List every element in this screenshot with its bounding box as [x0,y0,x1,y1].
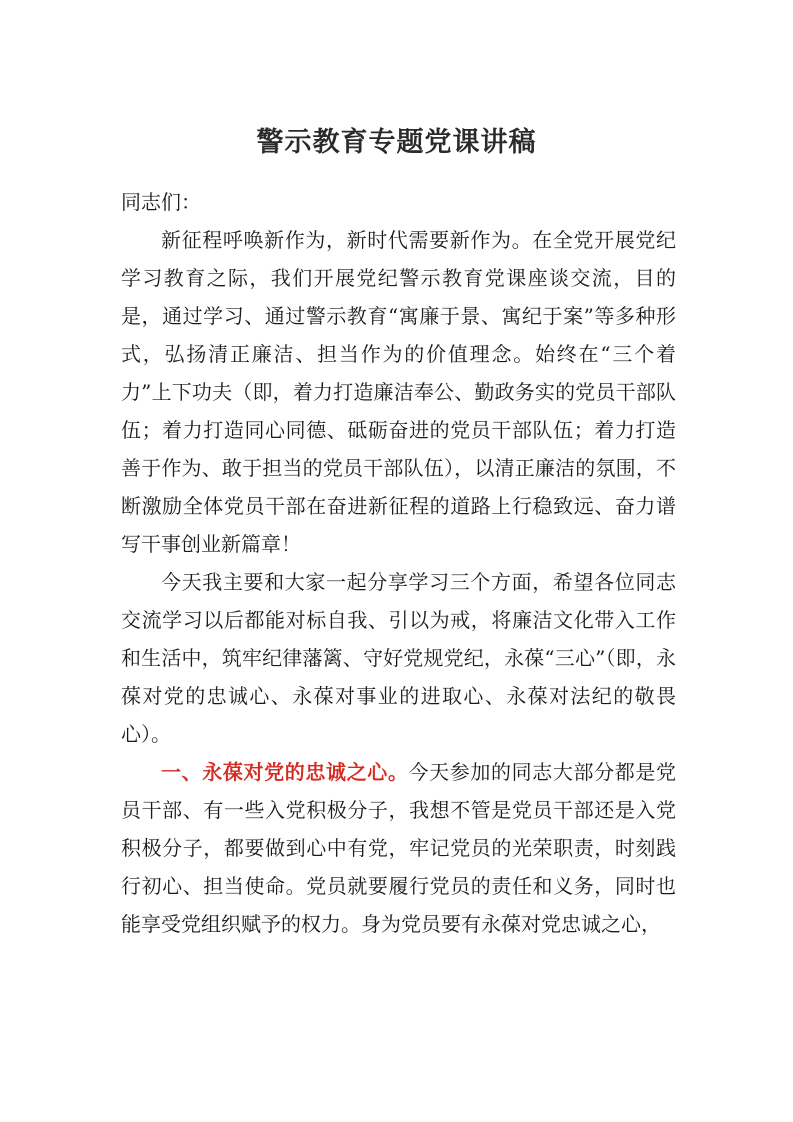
paragraph: 今天我主要和大家一起分享学习三个方面，希望各位同志交流学习以后都能对标自我、引以为戒，将廉洁文化带入工作和生活中，筑牢纪律藩篱、守好党规党纪，永葆“三心”（即，永葆对党的忠诚心、永葆对事业的进取心、永葆对法纪的敬畏心）。 [121,570,676,746]
section-paragraph [121,753,676,943]
section-text: 今天参加的同志大部分都是党员干部、有一些入党积极分子，我想不管是党员干部还是入党积极分子，都要做到心中有党，牢记党员的光荣职责，时刻践行初心、担当使命。党员就要履行党员的责任和义务，同时也能享受党组织赋予的权力。身为党员要有永葆对党忠诚之心， [121,760,676,936]
paragraph: 新征程呼唤新作为，新时代需要新作为。在全党开展党纪学习教育之际，我们开展党纪警示教育党课座谈交流，目的是，通过学习、通过警示教育“寓廉于景、寓纪于案”等多种形式，弘扬清正廉洁、担当作为的价值理念。始终在“三个着力”上下功夫（即，着力打造廉洁奉公、勤政务实的党员干部队伍；着力打造同心同德、砥砺奋进的党员干部队伍；着力打造善于作为、敢于担当的党员干部队伍），以清正廉洁的氛围，不断激励全体党员干部在奋进新征程的道路上行稳致远、奋力谱写干事创业新篇章！ [121,228,676,556]
page-title: 警示教育专题党课讲稿 [256,127,537,158]
greeting: 同志们： [121,190,201,214]
document-body [121,183,676,943]
section-heading: 一、永葆对党的忠诚之心。 [161,760,409,784]
